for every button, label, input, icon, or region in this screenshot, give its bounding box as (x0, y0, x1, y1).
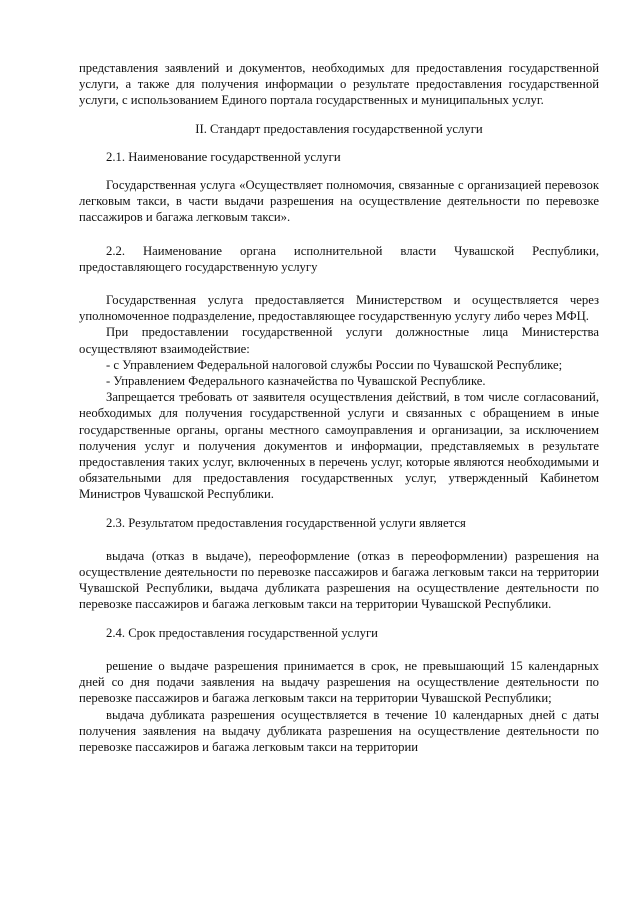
paragraph-result: выдача (отказ в выдаче), переоформление (отказ в переоформлении) разрешения на осуществление деятельности по перевозке пассажиров и багажа легковым такси на территории Чувашской Республики, выдача дубликата разрешения на осуществление деятельности по перевозке пассажиров и багажа легковым такси на территории Чувашской Республики. (79, 548, 599, 612)
paragraph-interaction: При предоставлении государственной услуги должностные лица Министерства осуществляют взаимодействие: (79, 325, 599, 356)
list-item-treasury: - Управлением Федерального казначейства по Чувашской Республике. (106, 374, 486, 389)
subsection-heading-2-4: 2.4. Срок предоставления государственной услуги (106, 625, 378, 640)
section-heading-standard: II. Стандарт предоставления государственной услуги (195, 121, 483, 136)
paragraph-service-provider: Государственная услуга предоставляется Министерством и осуществляется через уполномоченное подразделение, предоставляющее государственную услугу либо через МФЦ. (79, 293, 599, 324)
subsection-heading-2-3: 2.3. Результатом предоставления государственной услуги является (106, 515, 466, 530)
list-item-tax-service: - с Управлением Федеральной налоговой службы России по Чувашской Республике; (106, 357, 563, 372)
subsection-heading-2-1: 2.1. Наименование государственной услуги (106, 149, 341, 164)
paragraph-term-decision: решение о выдаче разрешения принимается в срок, не превышающий 15 календарных дней со дня подачи заявления на выдачу разрешения на осуществление деятельности по перевозке пассажиров и багажа легковым такси на территории Чувашской Республики; (79, 658, 599, 706)
subsection-heading-2-2: 2.2. Наименование органа исполнительной власти Чувашской Республики, предоставляющего государственную услугу (79, 243, 599, 274)
paragraph-intro-continuation: представления заявлений и документов, необходимых для предоставления государственной услуги, а также для получения информации о результате предоставления государственной услуги, с использованием Единого портала государственных и муниципальных услуг. (79, 61, 599, 108)
paragraph-prohibition: Запрещается требовать от заявителя осуществления действий, в том числе согласований, необходимых для получения государственной услуги и связанных с обращением в иные государственные органы, органы местного самоуправления и организации, за исключением получения услуг и получения документов и информации, представляемых в результате предоставления таких услуг, включенных в перечень услуг, которые являются необходимыми и обязательными для предоставления государственных услуг, утвержденный Кабинетом Министров Чувашской Республики. (79, 390, 599, 502)
paragraph-term-duplicate: выдача дубликата разрешения осуществляется в течение 10 календарных дней с даты получения заявления на выдачу дубликата разрешения на осуществление деятельности по перевозке пассажиров и багажа легковым такси на территории (79, 707, 599, 754)
paragraph-service-name: Государственная услуга «Осуществляет полномочия, связанные с организацией перевозок легковым такси, в части выдачи разрешения на осуществление деятельности по перевозке пассажиров и багажа легковым такси». (79, 178, 599, 225)
